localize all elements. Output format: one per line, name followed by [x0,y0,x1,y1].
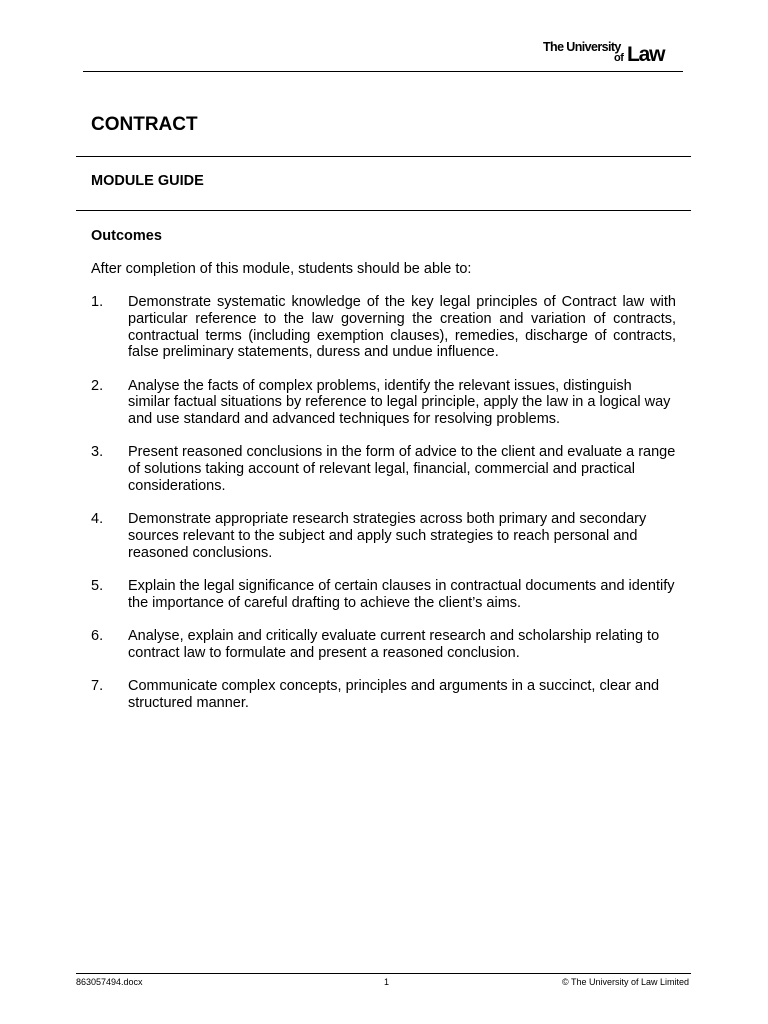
outcome-text: Demonstrate systematic knowledge of the key legal principles of Contract law with particular reference to the law governing the creation and variation of contracts, contractual terms (including exemption clauses), remedies, discharge of contracts, false preliminary statements, duress and undue influence. [128,294,676,361]
outcome-number: 1. [91,294,104,310]
footer-page-number: 1 [384,977,390,987]
logo-text-the-university: The University [543,40,621,54]
outcome-text: Explain the legal significance of certain clauses in contractual documents and identify the importance of careful drafting to achieve the client’s aims. [128,577,675,611]
footer-filename: 863057494.docx [76,977,143,987]
outcomes-heading: Outcomes [91,228,162,244]
title-divider [76,156,691,157]
university-of-law-logo [543,40,678,68]
outcome-item [91,294,676,361]
subtitle-divider [76,210,691,211]
document-title: CONTRACT [91,114,198,135]
outcome-item [91,578,676,612]
outcome-number: 6. [91,627,104,644]
logo-text-of: of [614,52,624,64]
outcome-item [91,511,676,561]
module-guide-heading: MODULE GUIDE [91,173,204,189]
outcome-number: 4. [91,511,104,528]
logo-text-law: Law [627,43,665,66]
outcome-item [91,678,676,712]
outcome-text: Present reasoned conclusions in the form of advice to the client and evaluate a range of solutions taking account of relevant legal, financial, commercial and practical considerations. [128,444,676,494]
outcome-item [91,378,676,428]
outcome-text: Communicate complex concepts, principles and arguments in a succinct, clear and structured manner. [128,677,660,711]
header-divider [83,71,683,72]
outcomes-list [91,294,676,728]
outcomes-intro: After completion of this module, students should be able to: [91,261,472,277]
outcome-number: 7. [91,677,104,694]
outcome-item [91,444,676,494]
outcome-number: 2. [91,377,104,394]
outcome-number: 3. [91,444,104,461]
footer-copyright: © The University of Law Limited [561,977,689,987]
outcome-item [91,628,676,662]
outcome-number: 5. [91,577,104,594]
outcome-text: Analyse, explain and critically evaluate current research and scholarship relating to contract law to formulate and present a reasoned conclusion. [128,627,660,661]
outcome-text: Demonstrate appropriate research strategies across both primary and secondary sources relevant to the subject and apply such strategies to reach personal and reasoned conclusions. [128,511,647,561]
outcome-text: Analyse the facts of complex problems, identify the relevant issues, distinguish similar factual situations by reference to legal principle, apply the law in a logical way and use standard and advanced techniques for resolving problems. [128,377,671,428]
footer-divider [76,973,691,974]
